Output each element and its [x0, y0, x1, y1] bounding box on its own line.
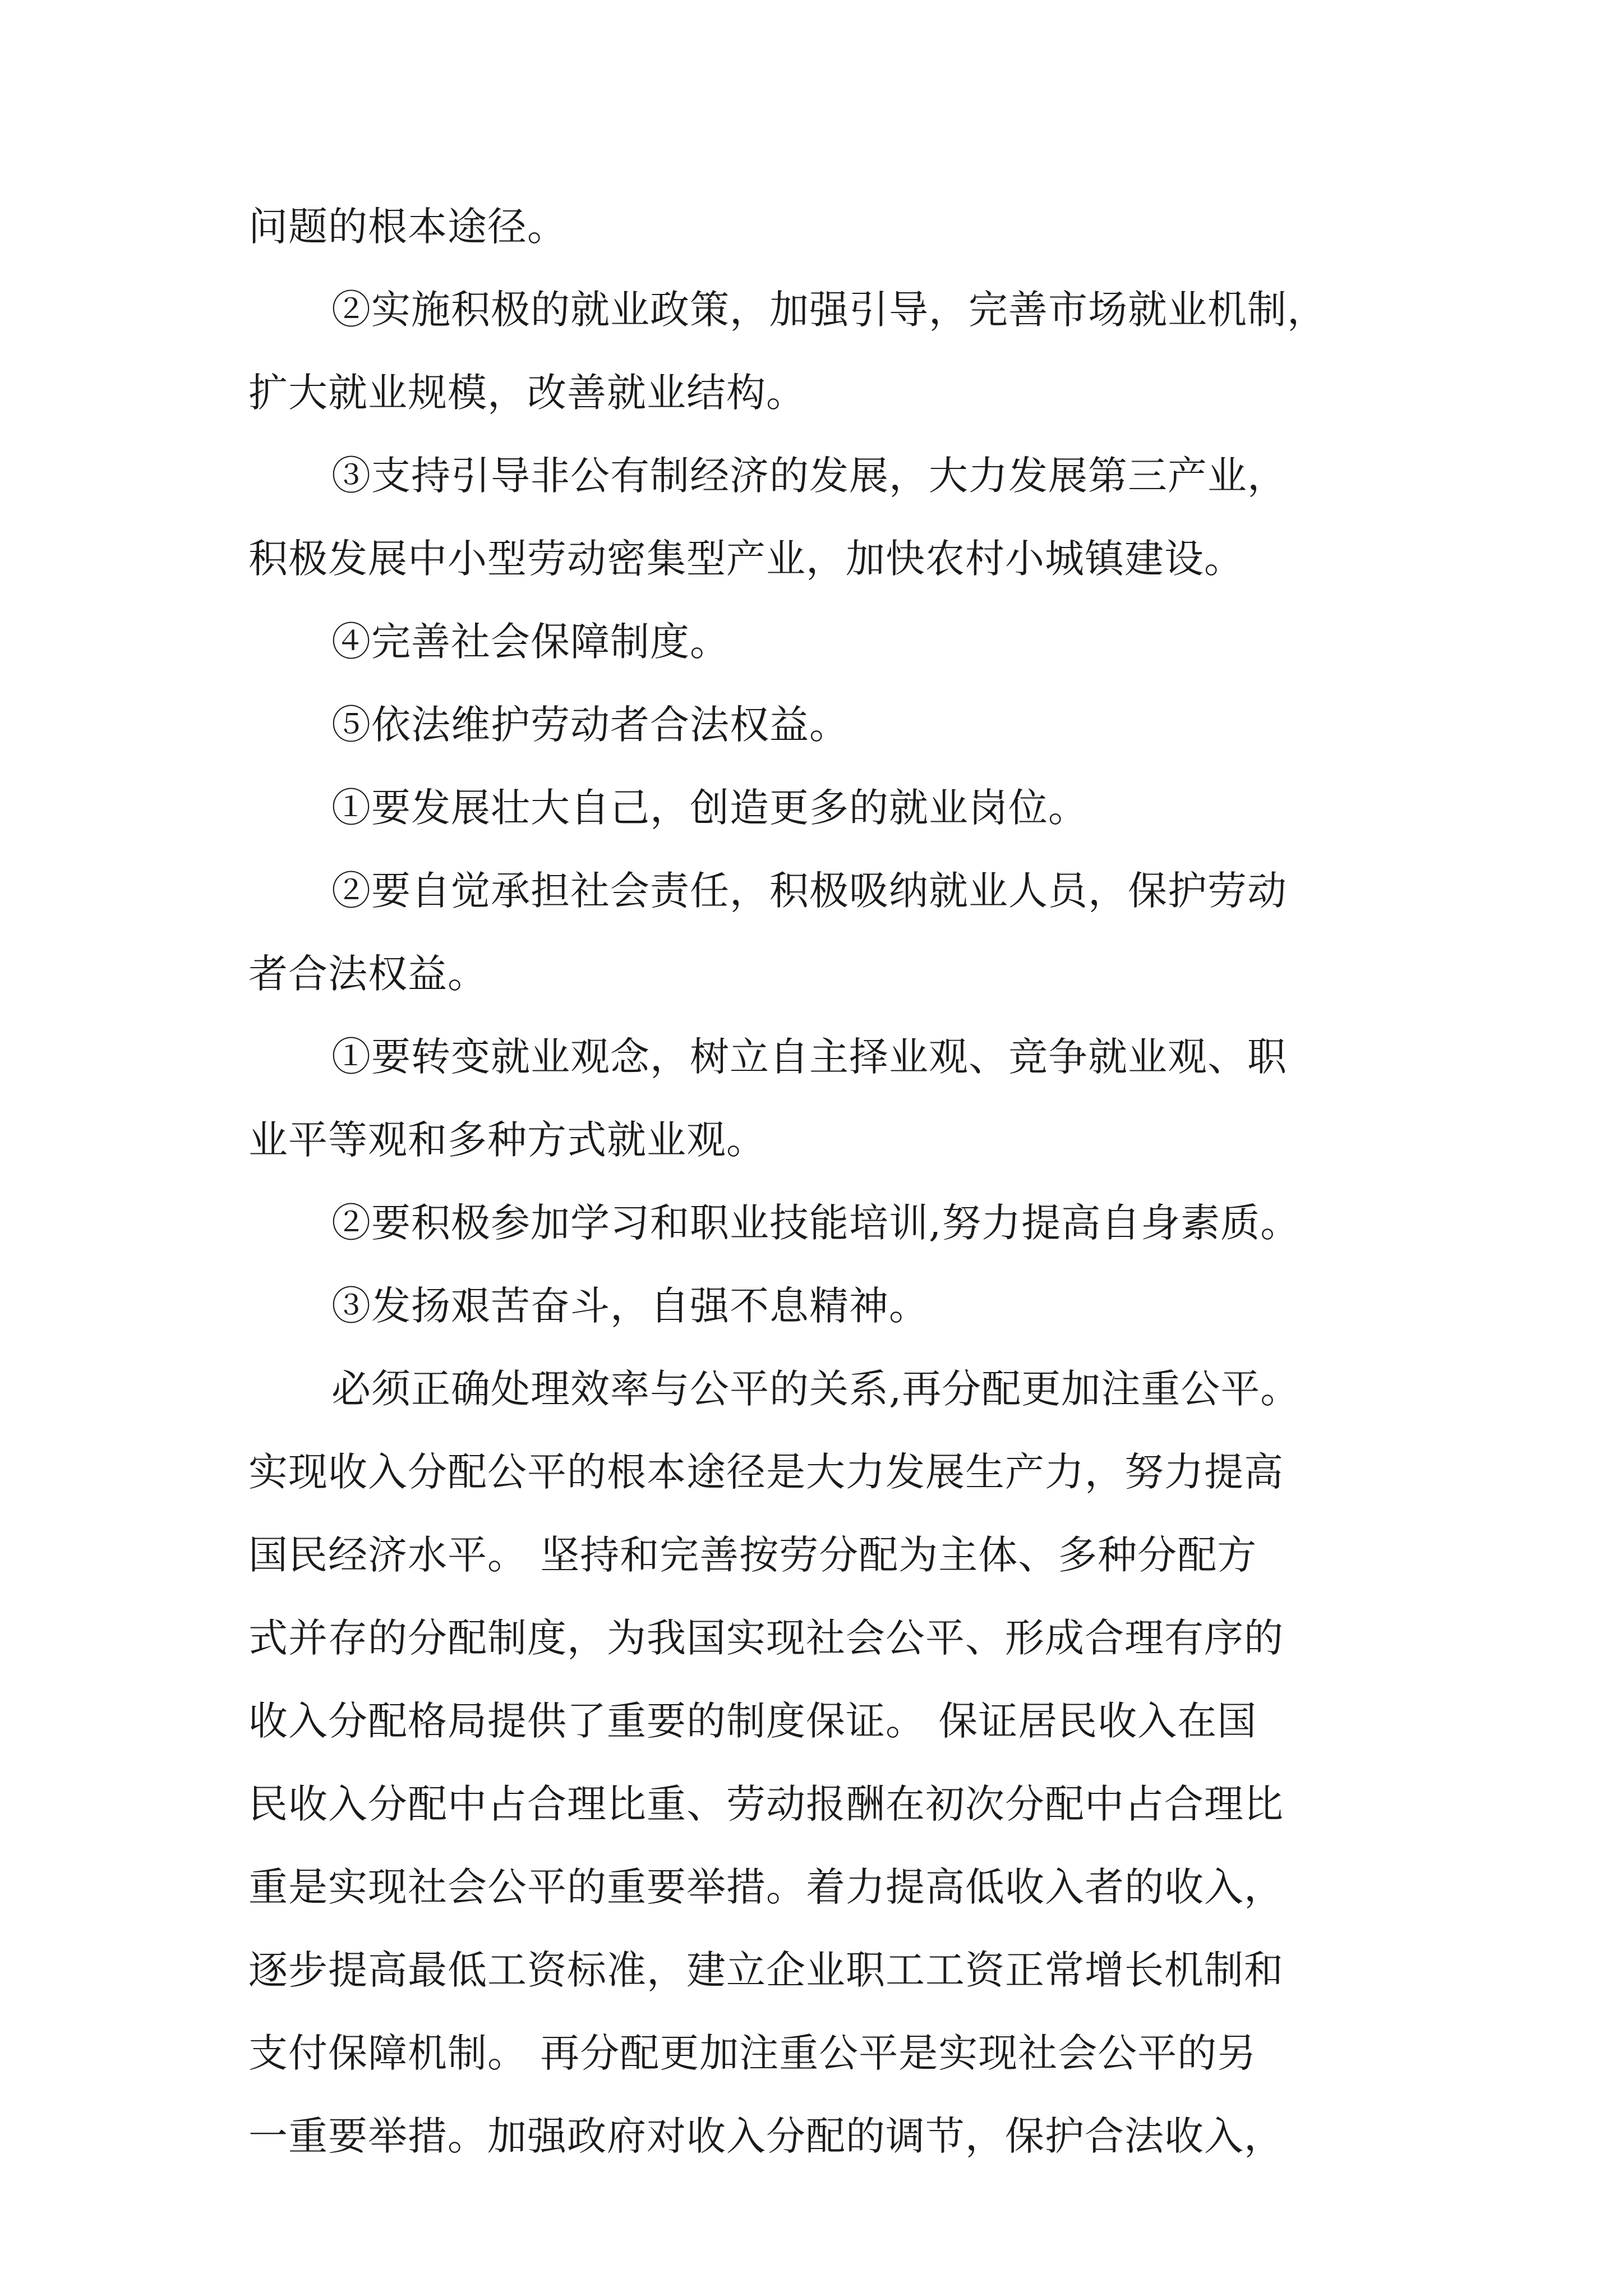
text-line: ②要积极参加学习和职业技能培训,努力提高自身素质。 — [331, 1200, 1301, 1246]
body-text — [248, 185, 1376, 2178]
text-line: 民收入分配中占合理比重、劳动报酬在初次分配中占合理比 — [248, 1781, 1284, 1827]
text-line: 扩大就业规模，改善就业结构。 — [248, 370, 806, 416]
text-line: ①要转变就业观念，树立自主择业观、竞争就业观、职 — [331, 1034, 1287, 1080]
text-line: ②实施积极的就业政策，加强引导，完善市场就业机制， — [331, 287, 1327, 333]
text-line: 一重要举措。加强政府对收入分配的调节，保护合法收入， — [248, 2113, 1284, 2159]
text-line: ④完善社会保障制度。 — [331, 619, 730, 665]
text-line: 重是实现社会公平的重要举措。着力提高低收入者的收入， — [248, 1864, 1284, 1910]
text-line: 逐步提高最低工资标准，建立企业职工工资正常增长机制和 — [248, 1947, 1284, 1993]
text-line: 问题的根本途径。 — [248, 204, 567, 250]
text-line: 业平等观和多种方式就业观。 — [248, 1117, 766, 1163]
text-line: ②要自觉承担社会责任，积极吸纳就业人员，保护劳动 — [331, 868, 1287, 914]
text-line: ⑤依法维护劳动者合法权益。 — [331, 702, 849, 748]
text-line: 者合法权益。 — [248, 951, 487, 997]
text-line: ①要发展壮大自己，创造更多的就业岗位。 — [331, 785, 1088, 831]
text-line: 国民经济水平。 坚持和完善按劳分配为主体、多种分配方 — [248, 1532, 1257, 1578]
text-line: ③发扬艰苦奋斗，自强不息精神。 — [331, 1283, 929, 1329]
text-line: 积极发展中小型劳动密集型产业，加快农村小城镇建设。 — [248, 536, 1244, 582]
text-line: 收入分配格局提供了重要的制度保证。 保证居民收入在国 — [248, 1698, 1257, 1744]
text-line: 实现收入分配公平的根本途径是大力发展生产力，努力提高 — [248, 1449, 1284, 1495]
text-line: ③支持引导非公有制经济的发展，大力发展第三产业， — [331, 453, 1287, 499]
text-line: 式并存的分配制度，为我国实现社会公平、形成合理有序的 — [248, 1615, 1284, 1661]
text-line: 支付保障机制。 再分配更加注重公平是实现社会公平的另 — [248, 2030, 1257, 2076]
text-line: 必须正确处理效率与公平的关系,再分配更加注重公平。 — [331, 1366, 1301, 1412]
